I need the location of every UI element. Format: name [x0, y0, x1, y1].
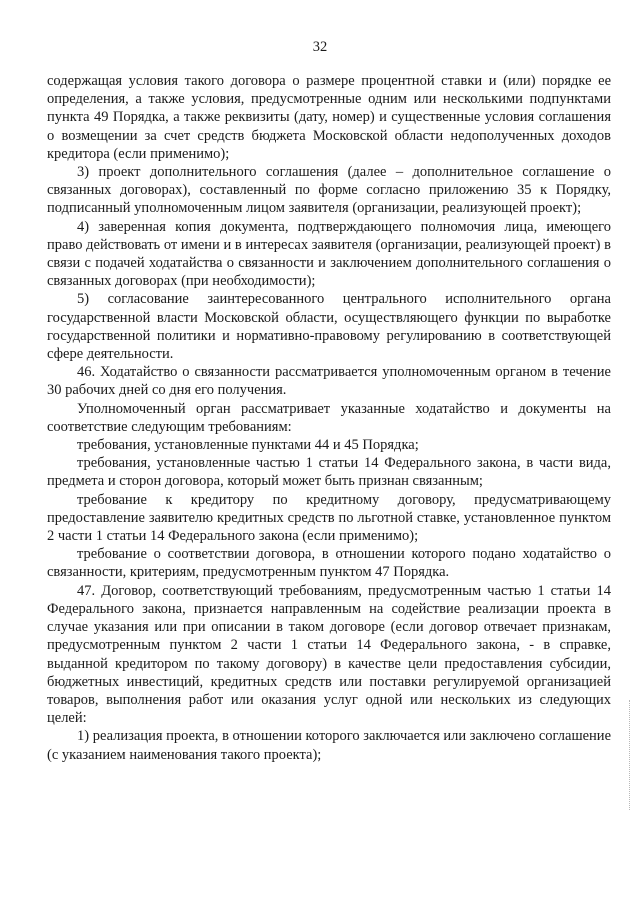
paragraph-item-3: 3) проект дополнительного соглашения (далее – дополнительное соглашение о связанных договорах), составленный по форме согласно приложению 35 к Порядку, подписанный уполномоченным лицом заявителя (организации, реализующей проект); — [47, 164, 611, 217]
paragraph-continuation: содержащая условия такого договора о размере процентной ставки и (или) порядке ее определения, а также условия, предусмотренные одним или несколькими подпунктами пункта 49 Порядка, а также реквизиты (дату, номер) и существенные условия соглашения о возмещении за счет средств бюджета Московской области недополученных доходов кредитора (если применимо); — [47, 73, 611, 162]
paragraph-item-5: 5) согласование заинтересованного центрального исполнительного органа государственной власти Московской области, осуществляющего функции по выработке государственной политики и нормативно-правовому регулированию в соответствующей сфере деятельности. — [47, 291, 611, 363]
page-number: 32 — [312, 39, 328, 55]
paragraph-item-4: 4) заверенная копия документа, подтверждающего полномочия лица, имеющего право действовать от имени и в интересах заявителя (организации, реализующей проект) в связи с подачей ходатайства о связанности и заключением дополнительного соглашения о связанных договорах (при необходимости); — [47, 218, 611, 290]
document-body — [47, 72, 611, 764]
scan-edge-mark — [629, 700, 634, 810]
paragraph-requirements-intro: Уполномоченный орган рассматривает указанные ходатайство и документы на соответствие следующим требованиям: — [47, 400, 611, 435]
paragraph-requirement-3: требование к кредитору по кредитному договору, предусматривающему предоставление заявителю кредитных средств по льготной ставке, установленное пунктом 2 части 1 статьи 14 Федерального закона (если применимо); — [47, 491, 611, 545]
paragraph-47: 47. Договор, соответствующий требованиям, предусмотренным частью 1 статьи 14 Федерального закона, признается направленным на содействие реализации проекта в случае указания или при описании в таком договоре (если договор отвечает признакам, предусмотренным пунктом 2 части 1 статьи 14 Федерального закона, - в справке, выданной кредитором по такому договору) в качестве цели предоставления субсидии, бюджетных инвестиций, кредитных средств или поставки регулируемой организацией товаров, выполнения работ или оказания услуг одной или нескольких из следующих целей: — [47, 582, 611, 727]
paragraph-requirement-1: требования, установленные пунктами 44 и 45 Порядка; — [77, 437, 419, 454]
paragraph-requirement-4: требование о соответствии договора, в отношении которого подано ходатайство о связанности, критериям, предусмотренным пунктом 47 Порядка. — [47, 546, 611, 581]
paragraph-requirement-2: требования, установленные частью 1 статьи 14 Федерального закона, в части вида, предмета и сторон договора, который может быть признан связанным; — [47, 455, 611, 490]
paragraph-46: 46. Ходатайство о связанности рассматривается уполномоченным органом в течение 30 рабочих дней со дня его получения. — [47, 364, 611, 399]
paragraph-47-item-1: 1) реализация проекта, в отношении которого заключается или заключено соглашение (с указанием наименования такого проекта); — [47, 728, 611, 763]
